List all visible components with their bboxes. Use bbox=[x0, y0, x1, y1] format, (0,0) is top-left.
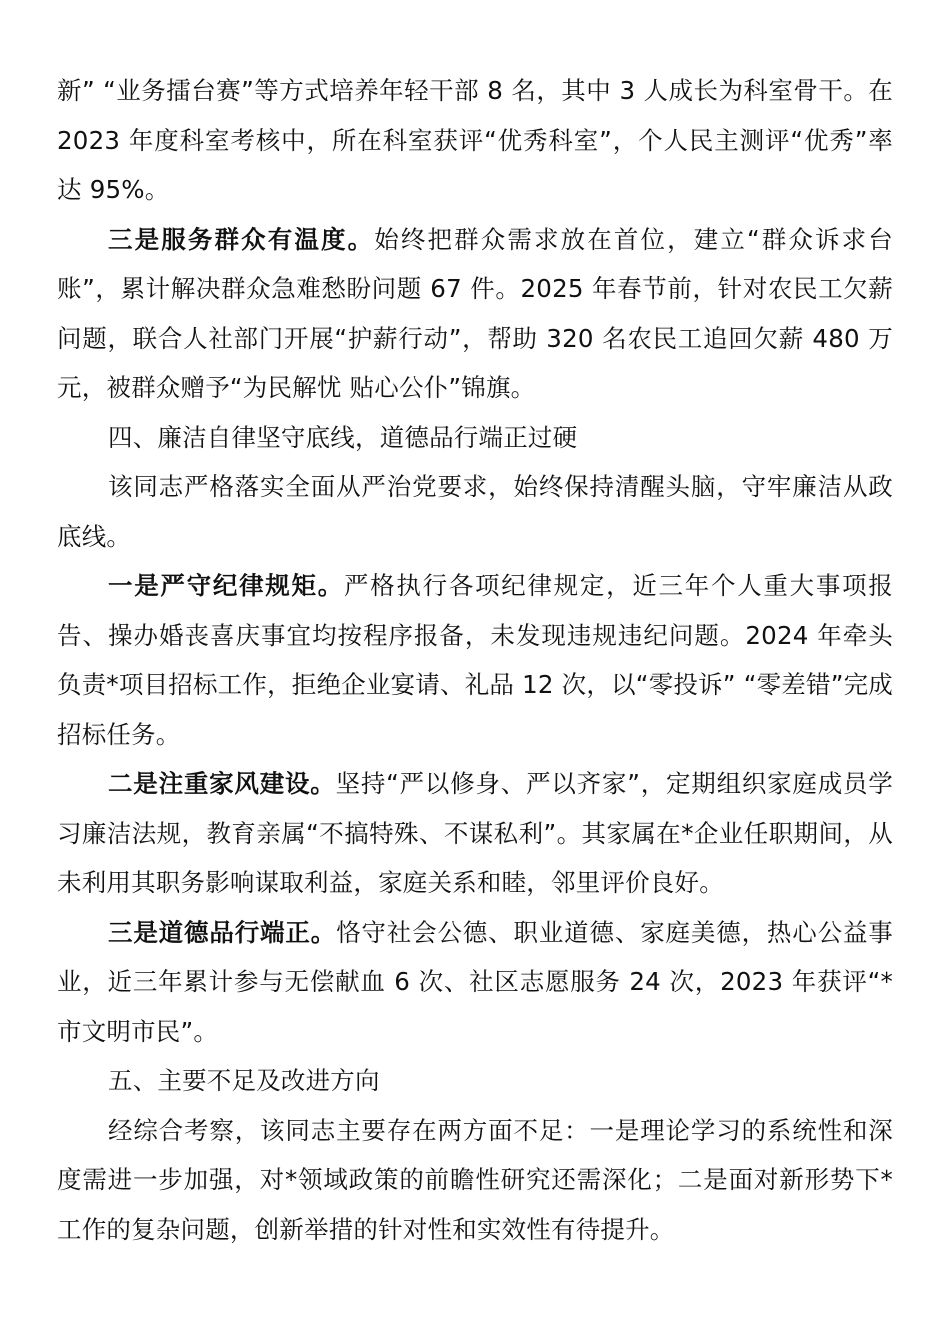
paragraph-morality bbox=[57, 908, 893, 1057]
paragraph-lead: 三是服务群众有温度。 bbox=[108, 224, 375, 254]
paragraph-service-warmth bbox=[57, 215, 893, 413]
section-heading-5: 五、主要不足及改进方向 bbox=[108, 1066, 380, 1095]
document-page bbox=[57, 66, 893, 1254]
paragraph-family-tradition bbox=[57, 759, 893, 908]
paragraph-lead: 一是严守纪律规矩。 bbox=[108, 571, 344, 600]
paragraph-shortcomings: 经综合考察，该同志主要存在两方面不足：一是理论学习的系统性和深度需进一步加强，对*领域政策的前瞻性研究还需深化；二是面对新形势下*工作的复杂问题，创新举措的针对性和实效性有待提升。 bbox=[57, 1115, 893, 1244]
paragraph-body: 始终把群众需求放在首位，建立“群众诉求台账”，累计解决群众急难愁盼问题 67 件。2025 年春节前，针对农民工欠薪问题，联合人社部门开展“护薪行动”，帮助 320 名农民工追回欠薪 480 万元，被群众赠予“为民解忧 贴心公仆”锦旗。 bbox=[57, 224, 893, 402]
paragraph-continuation: 新” “业务擂台赛”等方式培养年轻干部 8 名，其中 3 人成长为科室骨干。在 2023 年度科室考核中，所在科室获评“优秀科室”，个人民主测评“优秀”率达 95%。 bbox=[57, 76, 893, 204]
paragraph-discipline bbox=[57, 561, 893, 759]
paragraph-body: 坚持“严以修身、严以齐家”，定期组织家庭成员学习廉洁法规，教育亲属“不搞特殊、不谋私利”。其家属在*企业任职期间，从未利用其职务影响谋取利益，家庭关系和睦，邻里评价良好。 bbox=[57, 769, 893, 897]
paragraph-lead: 二是注重家风建设。 bbox=[108, 769, 336, 798]
paragraph-body: 严格执行各项纪律规定，近三年个人重大事项报告、操办婚丧喜庆事宜均按程序报备，未发现违规违纪问题。2024 年牵头负责*项目招标工作，拒绝企业宴请、礼品 12 次，以“零投诉” “零差错”完成招标任务。 bbox=[57, 571, 893, 749]
paragraph-lead: 三是道德品行端正。 bbox=[108, 917, 337, 947]
section-heading-4: 四、廉洁自律坚守底线，道德品行端正过硬 bbox=[108, 422, 578, 452]
paragraph-body: 恪守社会公德、职业道德、家庭美德，热心公益事业，近三年累计参与无偿献血 6 次、社区志愿服务 24 次，2023 年获评“*市文明市民”。 bbox=[57, 917, 893, 1046]
paragraph-integrity-intro: 该同志严格落实全面从严治党要求，始终保持清醒头脑，守牢廉洁从政底线。 bbox=[57, 472, 893, 551]
